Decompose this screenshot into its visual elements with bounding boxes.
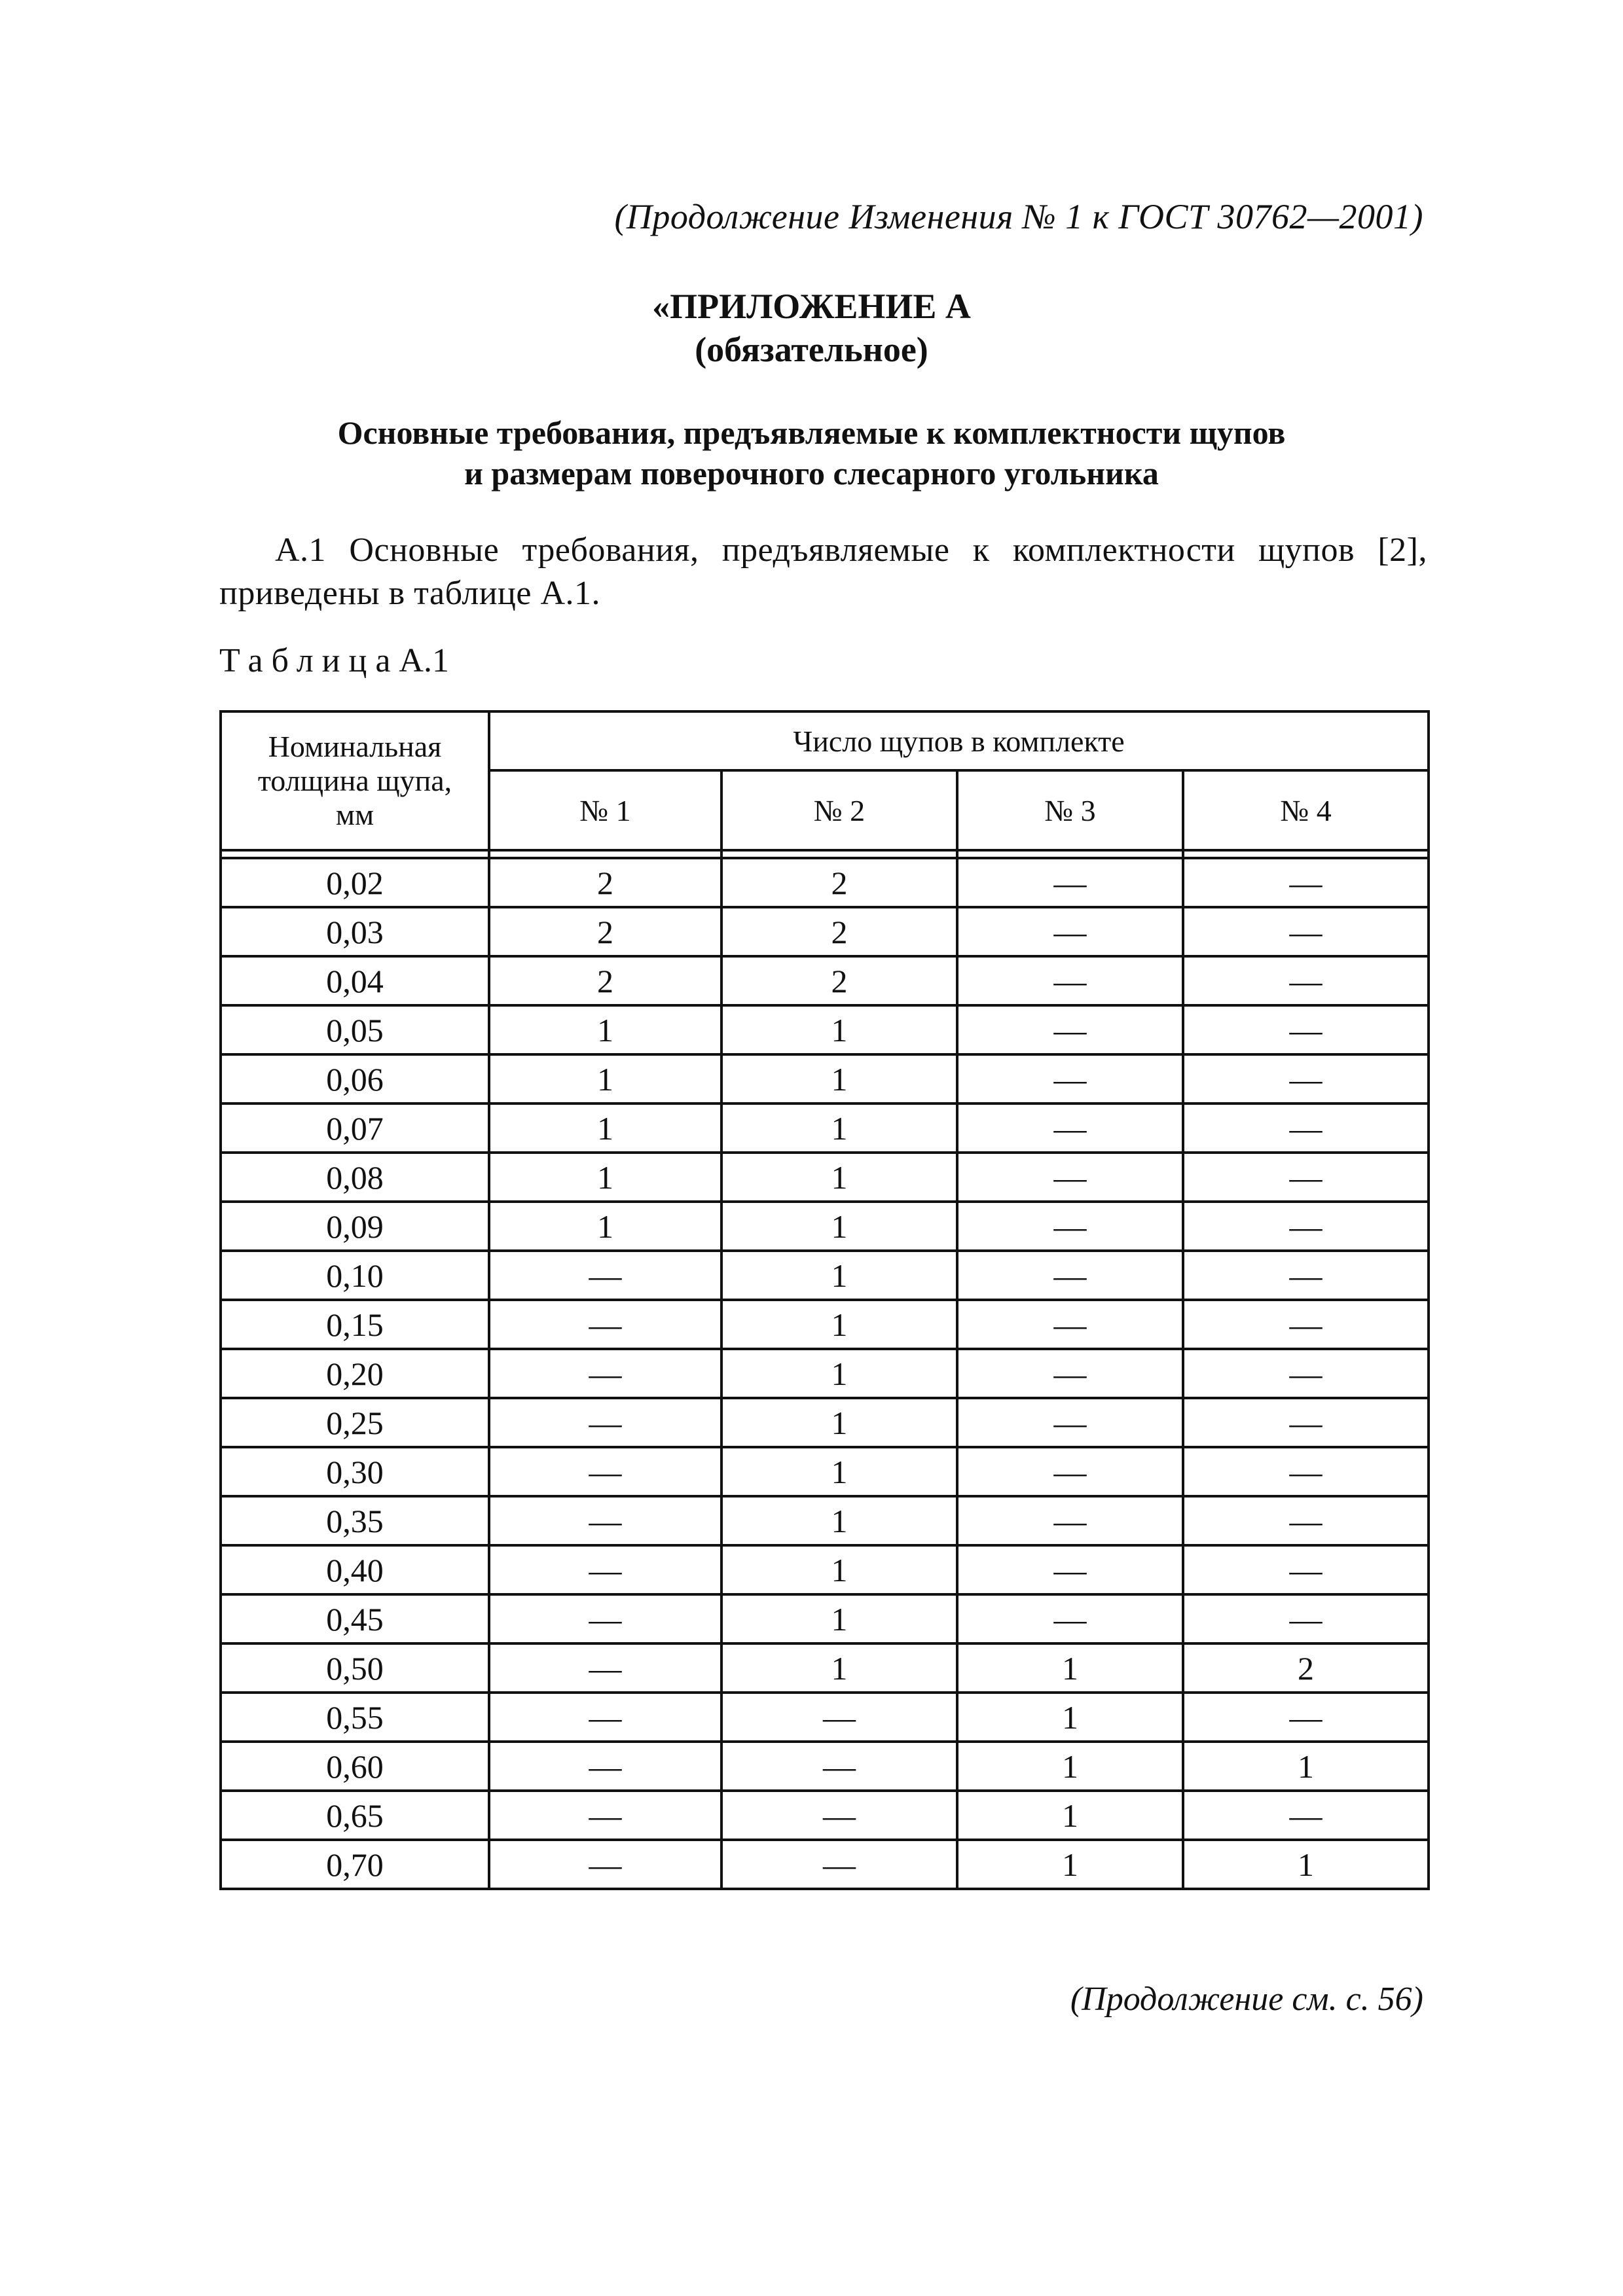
count-cell-n3: — <box>957 1005 1183 1054</box>
count-cell-n1: — <box>489 1643 721 1693</box>
continuation-header: (Продолжение Изменения № 1 к ГОСТ 30762—2001) <box>614 197 1423 236</box>
thickness-cell: 0,50 <box>221 1643 489 1693</box>
set-count-group-header: Число щупов в комплекте <box>489 711 1429 770</box>
thickness-cell: 0,06 <box>221 1054 489 1103</box>
set-header-4: № 4 <box>1183 770 1429 850</box>
count-cell-n1: 1 <box>489 1054 721 1103</box>
table-row <box>221 1447 1429 1496</box>
thickness-cell: 0,07 <box>221 1103 489 1153</box>
count-cell-n2: 1 <box>721 1545 957 1594</box>
count-cell-n4: — <box>1183 1300 1429 1349</box>
set-header-3: № 3 <box>957 770 1183 850</box>
count-cell-n1: — <box>489 1693 721 1742</box>
table-row <box>221 1251 1429 1300</box>
thickness-cell: 0,45 <box>221 1594 489 1643</box>
appendix-status: (обязательное) <box>695 330 928 369</box>
count-cell-n1: — <box>489 1594 721 1643</box>
thickness-cell: 0,40 <box>221 1545 489 1594</box>
count-cell-n1: — <box>489 1398 721 1447</box>
count-cell-n2: 2 <box>721 907 957 956</box>
count-cell-n3: — <box>957 1496 1183 1545</box>
count-cell-n3: — <box>957 1594 1183 1643</box>
count-cell-n4: 2 <box>1183 1643 1429 1693</box>
thickness-cell: 0,55 <box>221 1693 489 1742</box>
count-cell-n1: — <box>489 1496 721 1545</box>
count-cell-n2: — <box>721 1693 957 1742</box>
table-caption-number: А.1 <box>399 642 449 679</box>
count-cell-n3: 1 <box>957 1742 1183 1791</box>
count-cell-n4: — <box>1183 1349 1429 1398</box>
count-cell-n4: — <box>1183 907 1429 956</box>
count-cell-n1: — <box>489 1840 721 1889</box>
count-cell-n3: — <box>957 1349 1183 1398</box>
thickness-cell: 0,08 <box>221 1153 489 1202</box>
count-cell-n4: — <box>1183 1054 1429 1103</box>
count-cell-n2: 2 <box>721 956 957 1005</box>
count-cell-n4: — <box>1183 1153 1429 1202</box>
count-cell-n3: — <box>957 1398 1183 1447</box>
table-body <box>221 850 1429 1889</box>
count-cell-n4: — <box>1183 858 1429 907</box>
count-cell-n2: 1 <box>721 1153 957 1202</box>
count-cell-n3: — <box>957 1103 1183 1153</box>
count-cell-n1: — <box>489 1545 721 1594</box>
count-cell-n4: — <box>1183 1251 1429 1300</box>
thickness-cell: 0,30 <box>221 1447 489 1496</box>
table-row <box>221 1545 1429 1594</box>
count-cell-n2: 1 <box>721 1594 957 1643</box>
table-row <box>221 1643 1429 1693</box>
count-cell-n1: 1 <box>489 1103 721 1153</box>
thickness-cell: 0,10 <box>221 1251 489 1300</box>
thickness-cell: 0,20 <box>221 1349 489 1398</box>
count-cell-n1: — <box>489 1742 721 1791</box>
table-row <box>221 1054 1429 1103</box>
table-row <box>221 1496 1429 1545</box>
count-cell-n2: 1 <box>721 1103 957 1153</box>
thickness-header-line2: толщина щупа, <box>257 764 452 797</box>
thickness-cell: 0,05 <box>221 1005 489 1054</box>
count-cell-n1: — <box>489 1447 721 1496</box>
count-cell-n2: 2 <box>721 858 957 907</box>
count-cell-n1: — <box>489 1251 721 1300</box>
thickness-cell: 0,25 <box>221 1398 489 1447</box>
count-cell-n4: — <box>1183 1103 1429 1153</box>
table-row <box>221 1840 1429 1889</box>
count-cell-n4: — <box>1183 1594 1429 1643</box>
count-cell-n4: — <box>1183 1693 1429 1742</box>
count-cell-n3: — <box>957 907 1183 956</box>
table-row <box>221 1005 1429 1054</box>
count-cell-n4: — <box>1183 1545 1429 1594</box>
count-cell-n3: — <box>957 1447 1183 1496</box>
count-cell-n2: — <box>721 1791 957 1840</box>
count-cell-n4: 1 <box>1183 1840 1429 1889</box>
table-row <box>221 1153 1429 1202</box>
appendix-title-block <box>0 285 1623 371</box>
table-row <box>221 1300 1429 1349</box>
count-cell-n1: 1 <box>489 1153 721 1202</box>
intro-paragraph: А.1 Основные требования, предъявляемые к комплектности щупов [2], приведены в таблице А.1. <box>219 531 1427 612</box>
count-cell-n1: 1 <box>489 1005 721 1054</box>
count-cell-n3: 1 <box>957 1840 1183 1889</box>
table-row <box>221 1594 1429 1643</box>
table-row <box>221 1349 1429 1398</box>
table-row <box>221 956 1429 1005</box>
count-cell-n1: 2 <box>489 956 721 1005</box>
count-cell-n4: — <box>1183 1496 1429 1545</box>
count-cell-n4: — <box>1183 1398 1429 1447</box>
count-cell-n2: — <box>721 1840 957 1889</box>
count-cell-n3: 1 <box>957 1791 1183 1840</box>
count-cell-n2: 1 <box>721 1202 957 1251</box>
count-cell-n3: — <box>957 1300 1183 1349</box>
thickness-cell: 0,15 <box>221 1300 489 1349</box>
count-cell-n3: — <box>957 1153 1183 1202</box>
count-cell-n1: 1 <box>489 1202 721 1251</box>
continued-footer: (Продолжение см. с. 56) <box>1070 1981 1423 2018</box>
thickness-header-line1: Номинальная <box>268 730 442 763</box>
count-cell-n2: 1 <box>721 1300 957 1349</box>
table-row <box>221 1742 1429 1791</box>
count-cell-n3: 1 <box>957 1643 1183 1693</box>
count-cell-n1: — <box>489 1791 721 1840</box>
count-cell-n3: — <box>957 1251 1183 1300</box>
count-cell-n1: — <box>489 1300 721 1349</box>
thickness-cell: 0,35 <box>221 1496 489 1545</box>
count-cell-n4: — <box>1183 1005 1429 1054</box>
count-cell-n2: 1 <box>721 1349 957 1398</box>
count-cell-n3: — <box>957 1054 1183 1103</box>
count-cell-n2: 1 <box>721 1398 957 1447</box>
count-cell-n3: — <box>957 1202 1183 1251</box>
section-heading <box>0 412 1623 493</box>
thickness-cell: 0,04 <box>221 956 489 1005</box>
thickness-cell: 0,03 <box>221 907 489 956</box>
section-heading-line2: и размерам поверочного слесарного угольника <box>464 455 1159 492</box>
thickness-column-header <box>221 711 489 850</box>
table-row <box>221 907 1429 956</box>
appendix-title: «ПРИЛОЖЕНИЕ А <box>652 287 971 326</box>
count-cell-n4: — <box>1183 1791 1429 1840</box>
count-cell-n2: 1 <box>721 1005 957 1054</box>
thickness-cell: 0,60 <box>221 1742 489 1791</box>
count-cell-n3: — <box>957 956 1183 1005</box>
thickness-cell: 0,02 <box>221 858 489 907</box>
count-cell-n4: — <box>1183 956 1429 1005</box>
count-cell-n2: 1 <box>721 1251 957 1300</box>
table-row <box>221 1202 1429 1251</box>
thickness-header-line3: мм <box>335 798 374 831</box>
table-row <box>221 858 1429 907</box>
count-cell-n3: — <box>957 1545 1183 1594</box>
count-cell-n2: 1 <box>721 1054 957 1103</box>
count-cell-n2: 1 <box>721 1643 957 1693</box>
count-cell-n4: — <box>1183 1447 1429 1496</box>
table-caption <box>219 641 449 680</box>
count-cell-n4: 1 <box>1183 1742 1429 1791</box>
thickness-cell: 0,09 <box>221 1202 489 1251</box>
count-cell-n2: 1 <box>721 1496 957 1545</box>
table-row <box>221 1693 1429 1742</box>
section-heading-line1: Основные требования, предъявляемые к комплектности щупов <box>337 414 1286 451</box>
table-caption-word: Таблица <box>219 642 399 679</box>
table-row <box>221 1398 1429 1447</box>
count-cell-n2: 1 <box>721 1447 957 1496</box>
table-row <box>221 1103 1429 1153</box>
count-cell-n3: 1 <box>957 1693 1183 1742</box>
thickness-cell: 0,70 <box>221 1840 489 1889</box>
feeler-gauge-table <box>219 710 1430 1890</box>
count-cell-n4: — <box>1183 1202 1429 1251</box>
count-cell-n3: — <box>957 858 1183 907</box>
header-separator <box>221 850 1429 858</box>
table-row <box>221 1791 1429 1840</box>
count-cell-n1: — <box>489 1349 721 1398</box>
count-cell-n2: — <box>721 1742 957 1791</box>
set-header-2: № 2 <box>721 770 957 850</box>
set-header-1: № 1 <box>489 770 721 850</box>
thickness-cell: 0,65 <box>221 1791 489 1840</box>
count-cell-n1: 2 <box>489 907 721 956</box>
count-cell-n1: 2 <box>489 858 721 907</box>
